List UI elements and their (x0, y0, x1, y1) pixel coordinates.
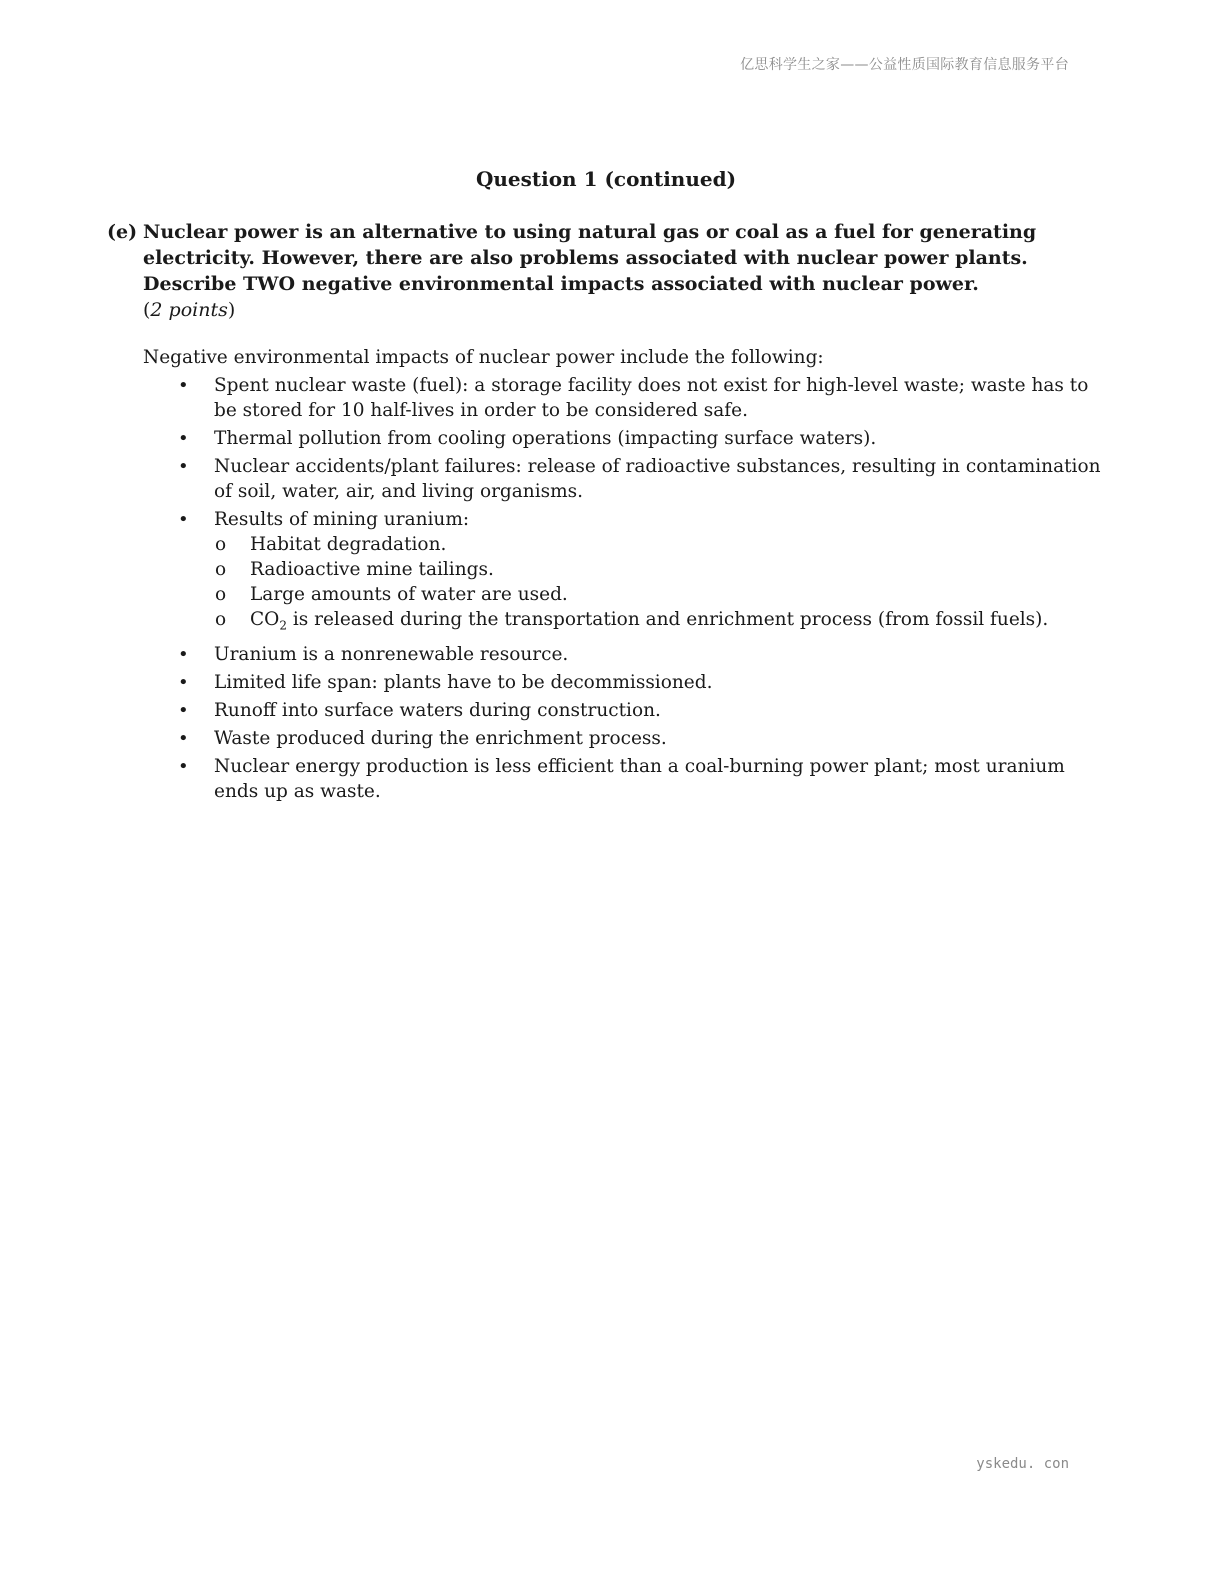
sub-bullet-icon: o (215, 559, 227, 580)
sub-list-item-text: Large amounts of water are used. (250, 584, 568, 605)
list-item (143, 454, 1103, 504)
list-item-text: Nuclear energy production is less efficient than a coal-burning power plant; most uranium ends up as waste. (214, 755, 1065, 802)
list-item-text: Nuclear accidents/plant failures: release of radioactive substances, resulting in contamination of soil, water, air, and living organisms. (214, 456, 1101, 502)
list-item (143, 507, 1103, 639)
impact-list (143, 373, 1103, 804)
list-item (143, 698, 1103, 723)
list-item (143, 642, 1103, 667)
question-block (107, 219, 1067, 323)
list-item (143, 726, 1103, 751)
sub-list-item (214, 557, 1103, 582)
list-item-text: Thermal pollution from cooling operations (impacting surface waters). (214, 428, 877, 449)
page-title: Question 1 (continued) (475, 167, 737, 191)
answer-block (143, 345, 1103, 807)
list-item (143, 426, 1103, 451)
co2-co: CO (250, 609, 280, 630)
sub-bullet-icon: o (215, 534, 227, 555)
watermark-header: 亿思科学生之家——公益性质国际教育信息服务平台 (740, 57, 1069, 73)
bullet-icon: • (178, 671, 189, 693)
list-item (143, 754, 1103, 804)
list-item-text: Results of mining uranium: (214, 509, 470, 530)
watermark-footer: yskedu. con (976, 1456, 1069, 1472)
bullet-icon: • (178, 699, 189, 721)
question-points (143, 297, 1067, 323)
answer-intro: Negative environmental impacts of nuclear power include the following: (143, 347, 824, 368)
co2-rest: is released during the transportation and enrichment process (from fossil fuels). (286, 609, 1049, 630)
sub-list-item-text: Radioactive mine tailings. (250, 559, 494, 580)
bullet-icon: • (178, 643, 189, 665)
sub-list-item (214, 607, 1103, 639)
co2-subscript: 2 (279, 618, 287, 633)
list-item-text: Spent nuclear waste (fuel): a storage facility does not exist for high-level waste; waste has to be stored for 10 half-lives in order to be considered safe. (214, 375, 1089, 421)
sub-list-item (214, 582, 1103, 607)
question-letter: (e) (107, 221, 138, 243)
bullet-icon: • (178, 509, 189, 530)
list-item-text: Uranium is a nonrenewable resource. (214, 643, 569, 665)
bullet-icon: • (178, 727, 189, 749)
list-item (143, 373, 1103, 423)
mining-sublist (214, 532, 1103, 639)
bullet-icon: • (178, 375, 189, 396)
sub-bullet-icon: o (215, 609, 227, 630)
list-item-text: Limited life span: plants have to be decommissioned. (214, 671, 713, 693)
points-close: ) (227, 299, 236, 321)
co2-text (250, 609, 1049, 633)
sub-list-item (214, 532, 1103, 557)
bullet-icon: • (178, 428, 189, 449)
list-item (143, 670, 1103, 695)
list-item-text: Runoff into surface waters during construction. (214, 699, 661, 721)
sub-bullet-icon: o (215, 584, 227, 605)
bullet-icon: • (178, 456, 189, 477)
points-value: 2 points (150, 299, 228, 321)
sub-list-item-text: Habitat degradation. (250, 534, 447, 555)
question-text: Nuclear power is an alternative to using natural gas or coal as a fuel for generating electricity. However, there are also problems associated with nuclear power plants. Describe TWO negative environmental impacts associated with nuclear power. (143, 221, 1037, 295)
points-open: ( (143, 299, 151, 321)
bullet-icon: • (178, 755, 189, 777)
list-item-text: Waste produced during the enrichment process. (214, 727, 667, 749)
